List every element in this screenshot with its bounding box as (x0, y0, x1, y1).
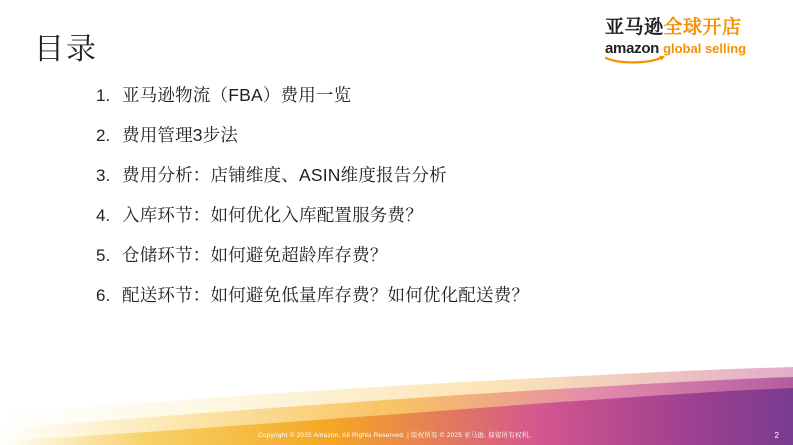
page-title: 目录 (34, 33, 98, 66)
list-item-number: 1. (96, 86, 111, 105)
logo-english-text (605, 41, 765, 56)
table-of-contents (96, 84, 736, 325)
list-item-label: 费用分析：店铺维度、ASIN维度报告分析 (122, 165, 447, 186)
list-item[interactable] (96, 204, 736, 227)
page-number: 2 (774, 431, 779, 440)
list-item-label: 仓储环节：如何避免超龄库存费？ (122, 245, 388, 266)
list-item[interactable] (96, 84, 736, 107)
footer-copyright: Copyright © 2025 Amazon. All Rights Reserved. | 版权所有 © 2025 亚马逊. 保留所有权利。 (257, 432, 536, 439)
list-item[interactable] (96, 284, 736, 307)
list-item-label: 入库环节：如何优化入库配置服务费？ (122, 205, 423, 226)
list-item-number: 4. (96, 206, 111, 226)
amazon-smile-swoosh-icon (605, 55, 667, 64)
logo-chinese-orange: 全球开店 (663, 17, 742, 38)
logo-amazon-wordmark: amazon (605, 40, 660, 57)
list-item-label: 费用管理3步法 (122, 125, 239, 146)
list-item[interactable] (96, 124, 736, 147)
list-item-label: 亚马逊物流（FBA）费用一览 (122, 85, 352, 105)
list-item-number: 6. (96, 286, 111, 306)
logo-chinese-text (605, 18, 765, 37)
decorative-footer-band (0, 357, 793, 445)
logo-global-selling-tagline: global selling (663, 41, 747, 56)
list-item-number: 5. (96, 246, 111, 266)
amazon-global-selling-logo (605, 18, 765, 56)
list-item-number: 3. (96, 166, 111, 186)
list-item[interactable] (96, 164, 736, 187)
list-item-number: 2. (96, 126, 111, 146)
list-item[interactable] (96, 244, 736, 267)
logo-chinese-dark: 亚马逊 (605, 17, 664, 38)
list-item-label: 配送环节：如何避免低量库存费？如何优化配送费？ (122, 285, 530, 306)
